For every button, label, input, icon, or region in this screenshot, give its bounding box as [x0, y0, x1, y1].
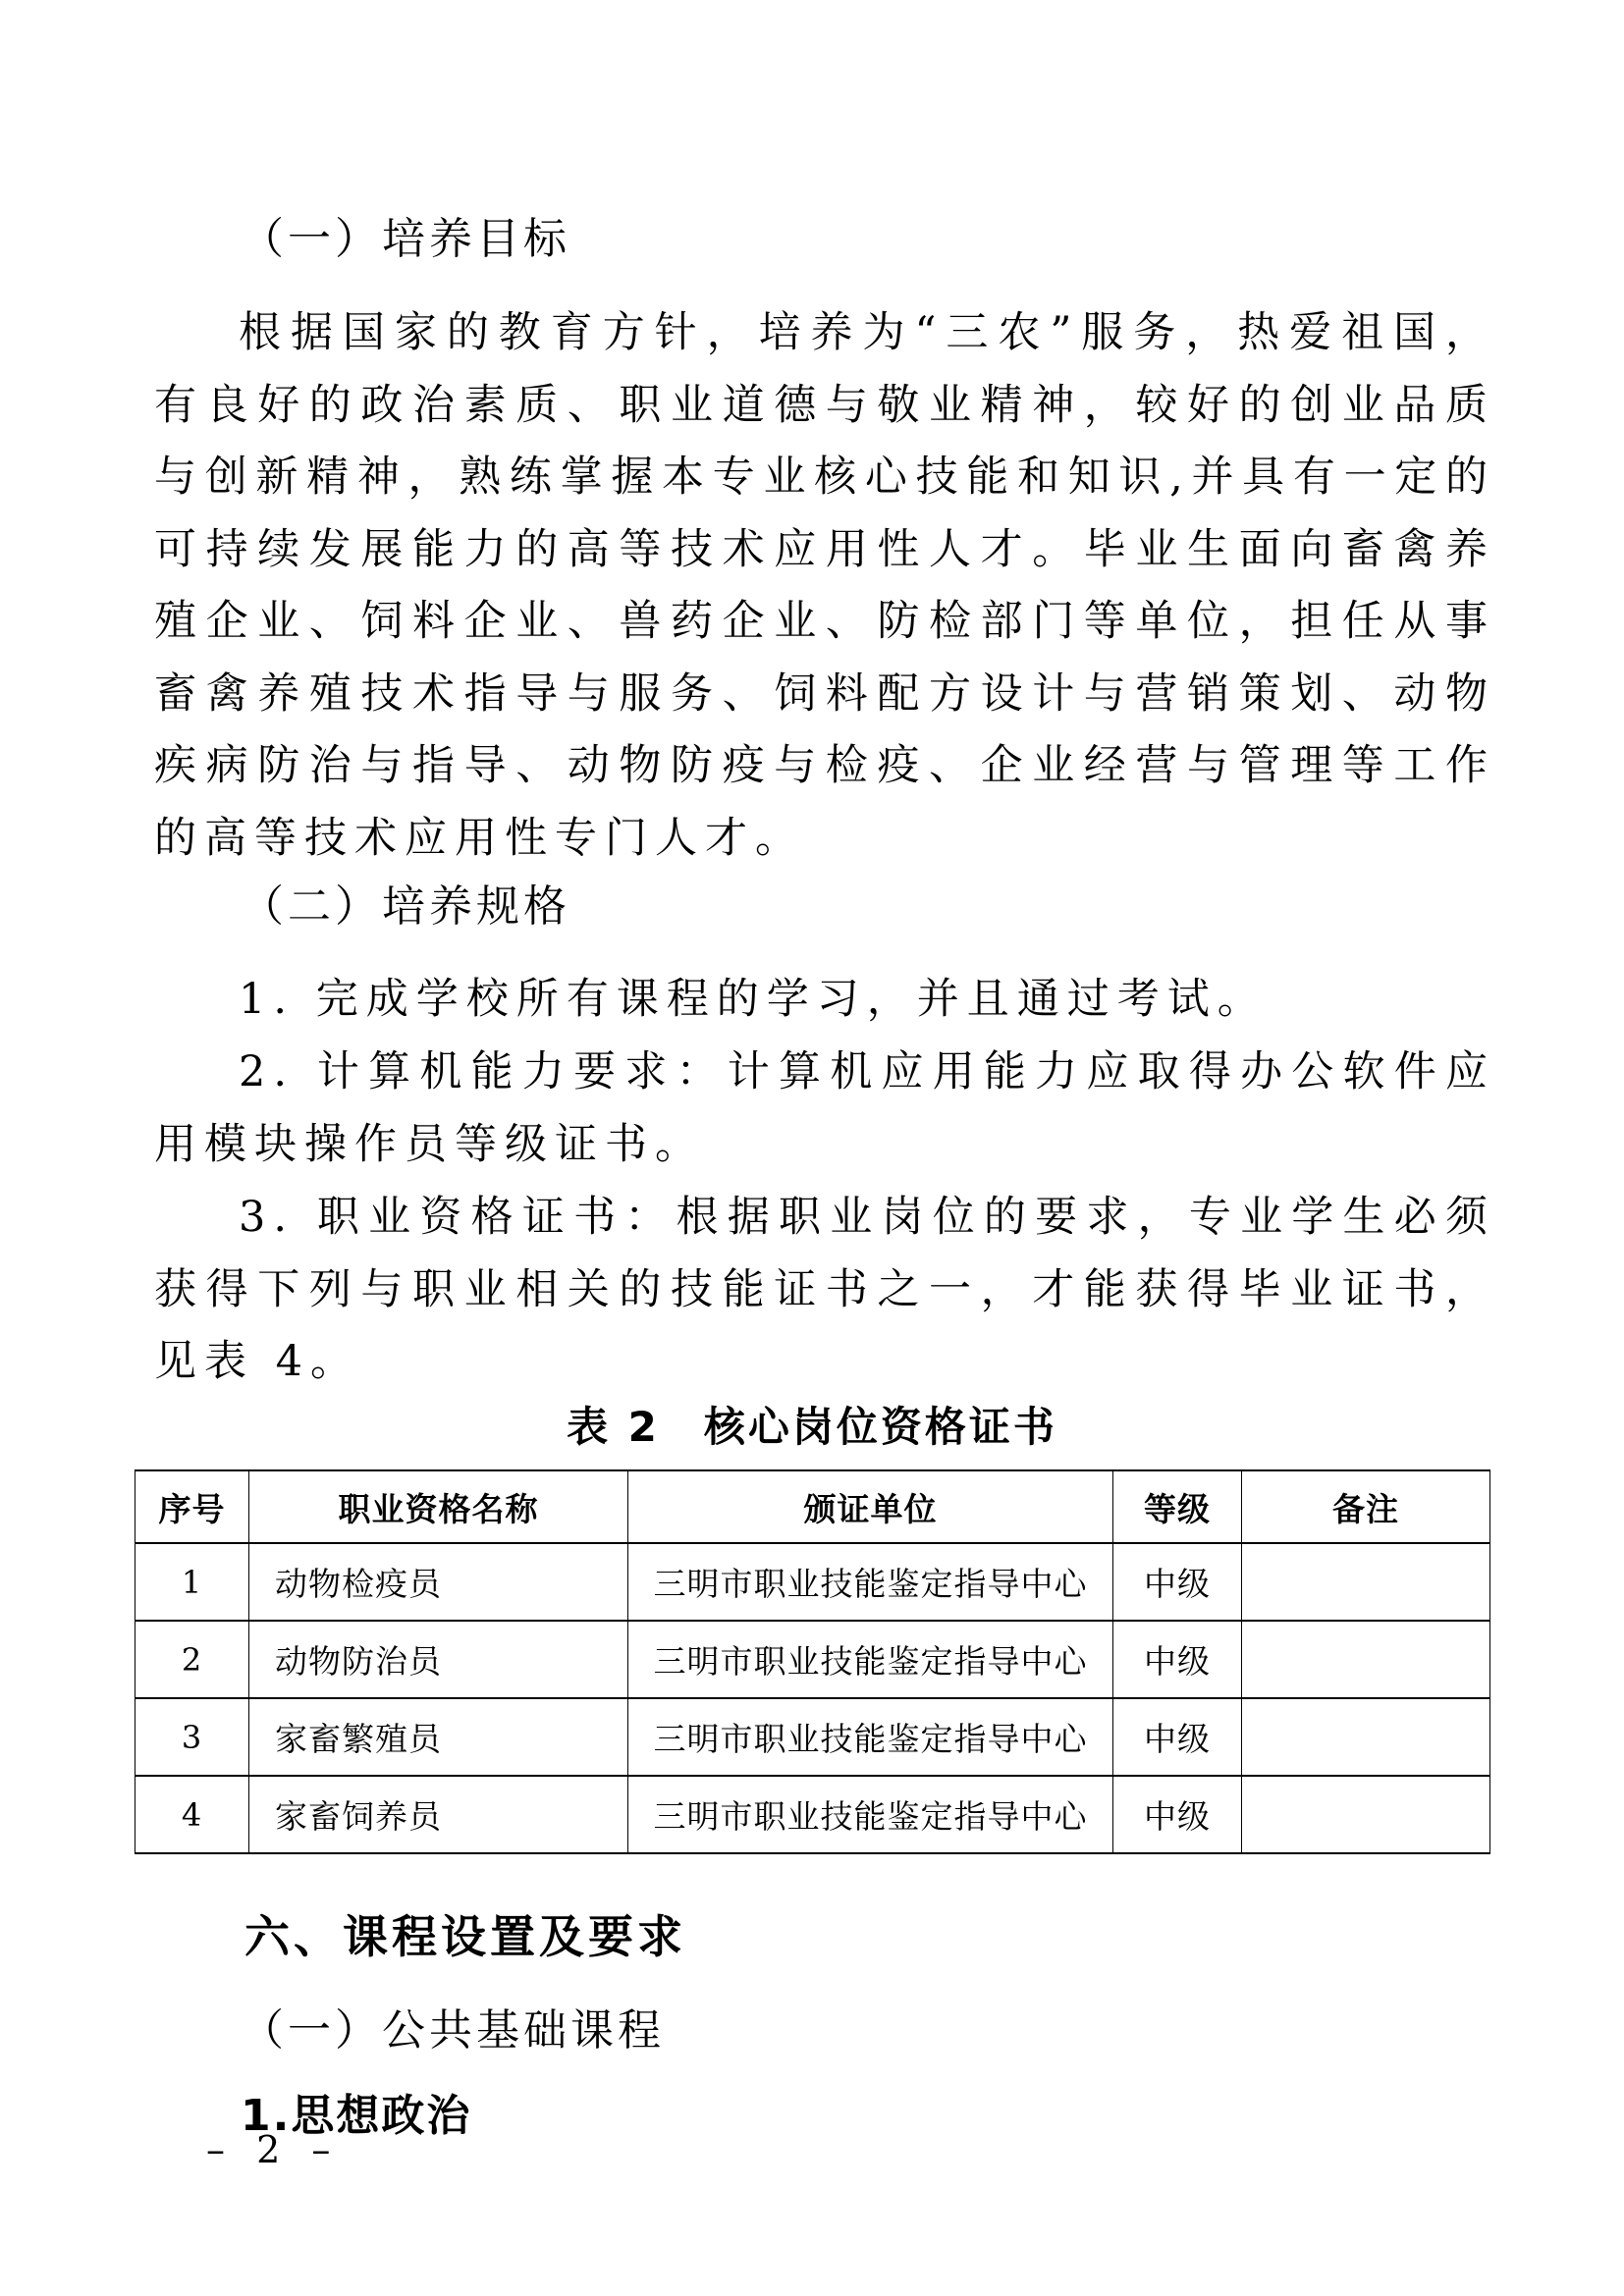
cell-index: 2 — [135, 1621, 249, 1698]
cell-remarks — [1242, 1698, 1490, 1776]
cell-name: 动物防治员 — [249, 1621, 628, 1698]
heading-training-objectives: （一）培养目标 — [241, 214, 570, 264]
cell-level: 中级 — [1113, 1543, 1242, 1621]
cell-remarks — [1242, 1543, 1490, 1621]
cell-org: 三明市职业技能鉴定指导中心 — [628, 1776, 1113, 1853]
table-row — [135, 1543, 1490, 1621]
cell-org: 三明市职业技能鉴定指导中心 — [628, 1621, 1113, 1698]
heading-course-setup: 六、课程设置及要求 — [244, 1910, 686, 1963]
page-number: – 2 – — [206, 2128, 341, 2171]
table-row — [135, 1776, 1490, 1853]
column-header-issuing-unit: 颁证单位 — [628, 1470, 1113, 1543]
cell-index: 4 — [135, 1776, 249, 1853]
column-header-remarks: 备注 — [1242, 1470, 1490, 1543]
table-row — [135, 1698, 1490, 1776]
cell-remarks — [1242, 1776, 1490, 1853]
cell-index: 3 — [135, 1698, 249, 1776]
cell-remarks — [1242, 1621, 1490, 1698]
cell-index: 1 — [135, 1543, 249, 1621]
cell-level: 中级 — [1113, 1621, 1242, 1698]
table-title: 表 2 核心岗位资格证书 — [567, 1403, 1057, 1451]
spec-item-2: 2. 计算机能力要求：计算机应用能力应取得办公软件应用模块操作员等级证书。 — [154, 1047, 1495, 1169]
cell-level: 中级 — [1113, 1776, 1242, 1853]
cell-org: 三明市职业技能鉴定指导中心 — [628, 1543, 1113, 1621]
cell-name: 家畜饲养员 — [249, 1776, 628, 1853]
heading-public-basic-courses: （一）公共基础课程 — [241, 2005, 665, 2056]
spec-item-3: 3. 职业资格证书：根据职业岗位的要求，专业学生必须获得下列与职业相关的技能证书之一，才能获得毕业证书，见表 4。 — [154, 1193, 1495, 1386]
heading-training-specs: （二）培养规格 — [241, 881, 570, 932]
heading-ideological-politics: 1.思想政治 — [241, 2091, 472, 2141]
column-header-index: 序号 — [135, 1470, 249, 1543]
cell-level: 中级 — [1113, 1698, 1242, 1776]
column-header-qualification-name: 职业资格名称 — [249, 1470, 628, 1543]
table-header-row — [135, 1470, 1490, 1543]
cell-org: 三明市职业技能鉴定指导中心 — [628, 1698, 1113, 1776]
cell-name: 家畜繁殖员 — [249, 1698, 628, 1776]
paragraph-training-objectives: 根据国家的教育方针，培养为“三农”服务，热爱祖国，有良好的政治素质、职业道德与敬业精神，较好的创业品质与创新精神，熟练掌握本专业核心技能和知识,并具有一定的可持续发展能力的高等技术应用性人才。毕业生面向畜禽养殖企业、饲料企业、兽药企业、防检部门等单位，担任从事畜禽养殖技术指导与服务、饲料配方设计与营销策划、动物疾病防治与指导、动物防疫与检疫、企业经营与管理等工作的高等技术应用性专门人才。 — [154, 308, 1495, 863]
table-row — [135, 1621, 1490, 1698]
qualification-certificate-table — [135, 1469, 1490, 1854]
cell-name: 动物检疫员 — [249, 1543, 628, 1621]
spec-item-1: 1. 完成学校所有课程的学习，并且通过考试。 — [239, 975, 1268, 1024]
column-header-level: 等级 — [1113, 1470, 1242, 1543]
